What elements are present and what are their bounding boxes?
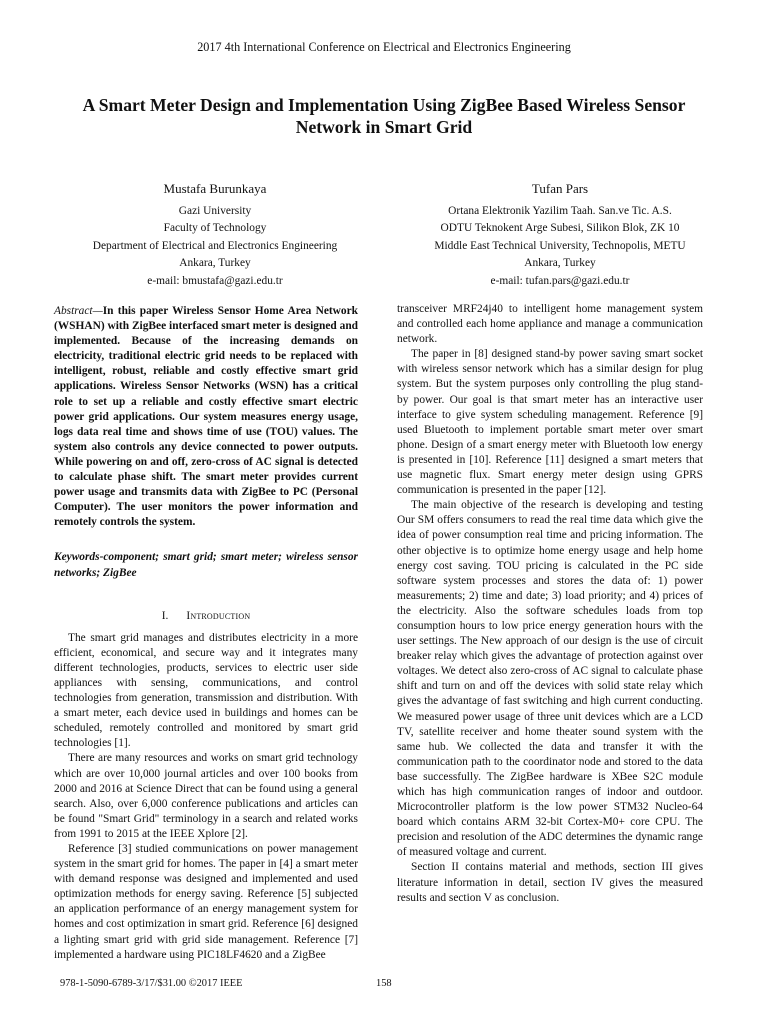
conference-header: 2017 4th International Conference on Electrical and Electronics Engineering (197, 40, 571, 54)
page-number: 158 (376, 978, 392, 989)
author-affiliation-line: Faculty of Technology (163, 222, 267, 235)
body-paragraph: The paper in [8] designed stand-by power saving smart socket with wireless sensor network which has a similar design for plug system. But the system purposes only controlling the plug stand-by power. Our goal is that smart meter has an interactive user interface to give system scheduling management. Reference [9] used Bluetooth to implement portable smart meter over smart phone. Design of a smart energy meter with Bluetooth low energy is presented in [10]. Reference [11] designed a smart meters that use magnetic flux. Smart energy meter design using GPRS communication is presented in the paper [12]. (397, 348, 703, 497)
right-column (397, 302, 703, 906)
keywords: Keywords-component; smart grid; smart meter; wireless sensor networks; ZigBee (54, 551, 358, 579)
abstract-dash: — (92, 305, 103, 317)
section-numeral: I. (161, 609, 169, 622)
author-email: e-mail: bmustafa@gazi.edu.tr (147, 274, 283, 287)
author-affiliation-line: ODTU Teknokent Arge Subesi, Silikon Blok, ZK 10 (440, 222, 680, 235)
body-paragraph: There are many resources and works on smart grid technology which are over 10,000 journal articles and over 100 books from 2000 and 2016 at Science Direct that can be found using a general search. Also, over 6,000 conference publications and articles can be found "Smart Grid" terminology in a search and related works from 1991 to 2015 at the IEEE Xplore [2]. (54, 752, 358, 840)
footer-isbn: 978-1-5090-6789-3/17/$31.00 ©2017 IEEE (60, 978, 243, 989)
author-name: Mustafa Burunkaya (163, 181, 267, 196)
body-paragraph: Section II contains material and methods, section III gives literature information in detail, section IV gives the measured results and section V as conclusion. (397, 861, 703, 904)
author-affiliation-line: Ankara, Turkey (179, 257, 251, 270)
abstract (54, 304, 358, 530)
author-affiliation-line: Middle East Technical University, Technopolis, METU (434, 239, 686, 252)
body-paragraph: transceiver MRF24j40 to intelligent home management system and controlled each home appliance and manage a communication network. (397, 303, 703, 346)
author-block-2 (395, 180, 725, 290)
abstract-label: Abstract (54, 305, 93, 317)
section-heading (54, 609, 358, 624)
author-affiliation-line: Gazi University (178, 205, 252, 217)
author-name: Tufan Pars (531, 181, 589, 196)
body-paragraph: Reference [3] studied communications on power management system in the smart grid for homes. The paper in [4] a smart meter with demand response was designed and implemented and used optimization methods for energy saving. Reference [5] subjected an application performance of an energy management system for homes and cost optimization in smart grid. Reference [6] designed a lighting smart grid with grid side management. Reference [7] implemented a hardware using PIC18LF4620 and a ZigBee (54, 843, 358, 961)
abstract-text: In this paper Wireless Sensor Home Area Network (WSHAN) with ZigBee interfaced smart meter is designed and implemented. Because of the increasing demands on electricity, traditional electric grid needs to be replaced with intelligent, robust, reliable and costly effective smart grid applications. Wireless Sensor Networks (WSN) has a critical role to set up a reliable and costly effective smart electric power grid applications. Our system measures energy usage, logs data real time and shows time of use (TOU) values. The system also controls any device connected to power outputs. While powering on and off, zero-cross of AC signal is detected to calculate phase shift. The smart meter provides current power usage and transmits data with ZigBee to PC (Personal Computer). The user monitors the power information and remotely controls the system. (54, 305, 358, 529)
body-paragraph: The main objective of the research is developing and testing Our SM offers consumers to read the real time data which give the idea of power consumption real time and pricing information. The other objective is to optimize home energy usage and help home energy cost saving. TOU pricing is calculated in the PC side software system processes and stores the data of: 1) power measurements; 2) time and date; 3) load priority; and 4) prices of the electricity. Also the software schedules loads from top consumption hours to low price energy generation hours with the user settings. The New approach of our design is the use of circuit breaker relay which gives the advantage of protection against over voltages. We detect also zero-cross of AC signal to calculate phase shift and turn on and off the devices with solid state relay which gives the advantage of fast switching and high current conducting. We measured power usage of three unit devices which are a LCD TV, satellite receiver and home theater sound system with the same hub. We collected the data and transfer it with the communication path to the coordinator node and stored to the data base successfully. The ZigBee hardware is XBee S2C module which has high communication ranges of indoor and outdoor. Microcontroller platform is the low power STM32 Nucleo-64 board which contains ARM 32-bit Cortex-M0+ core CPU. The precision and resolution of the ADC determines the dynamic range of measured voltage and current. (397, 499, 703, 859)
left-column (54, 304, 358, 963)
author-affiliation-line: Ortana Elektronik Yazilim Taah. San.ve Tic. A.S. (448, 205, 672, 217)
author-affiliation-line: Ankara, Turkey (524, 257, 596, 270)
author-affiliation-line: Department of Electrical and Electronics Engineering (92, 239, 338, 252)
paper-title: A Smart Meter Design and Implementation Using ZigBee Based Wireless Sensor Network in Smart Grid (82, 95, 686, 137)
author-block-1 (60, 180, 370, 290)
body-paragraph: The smart grid manages and distributes electricity in a more efficient, economical, and secure way and it integrates many different technologies, products, services to electric user side appliances with sensing, communications, and control technologies from generation, transmission and distribution. With a smart meter, each device used in buildings and homes can be scheduled, remotely controlled and monitored by smart grid technologies [1]. (54, 631, 358, 750)
section-title: Introduction (186, 609, 251, 622)
author-email: e-mail: tufan.pars@gazi.edu.tr (490, 274, 630, 287)
